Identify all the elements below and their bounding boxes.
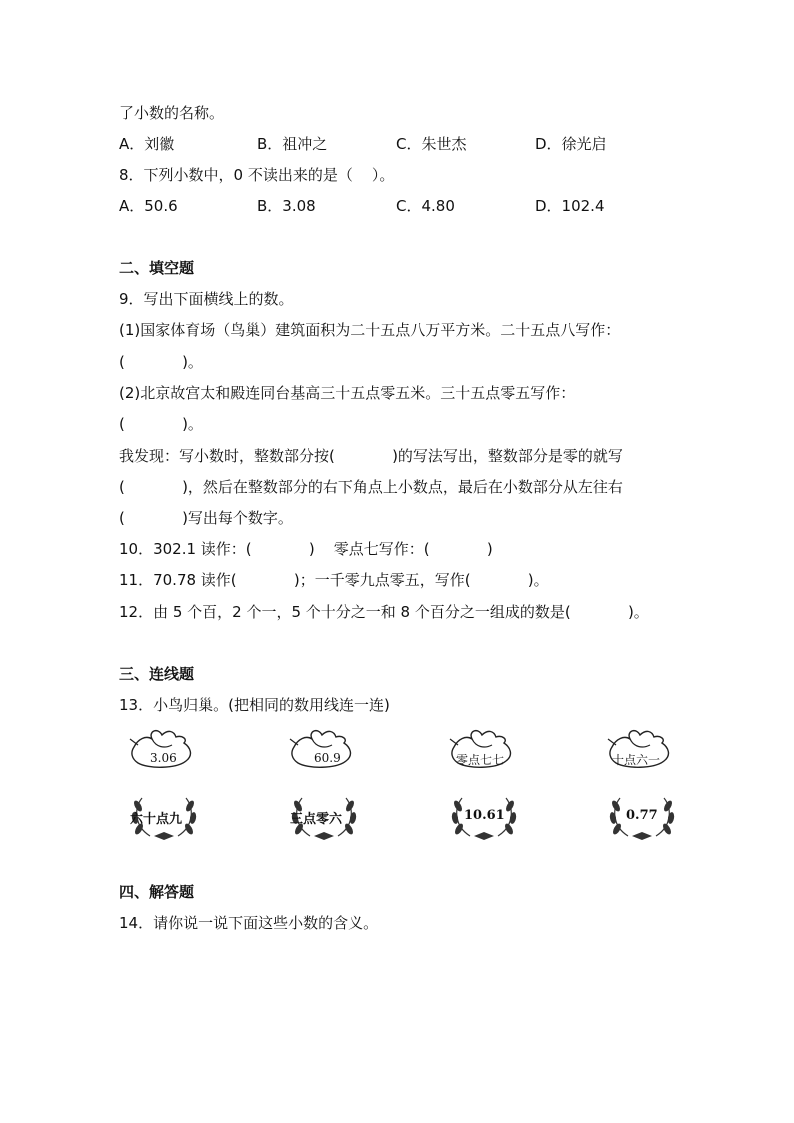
q9-part-2: (2)北京故宫太和殿连同台基高三十五点零五米。三十五点零五写作： [119, 384, 576, 402]
q8-option-a: A．50.6 [119, 197, 178, 215]
bird-card[interactable] [448, 725, 520, 775]
nest-card[interactable] [288, 792, 360, 842]
q8-stem: 8．下列小数中，0 不读出来的是（ ）。 [119, 166, 395, 184]
q7-option-c: C．朱世杰 [396, 135, 467, 153]
q14: 14．请你说一说下面这些小数的含义。 [119, 914, 379, 932]
bird-label: 3.06 [150, 751, 177, 765]
bird-icon [288, 725, 360, 775]
nest-label: 三点零六 [290, 812, 343, 827]
bird-label: 零点七七 [456, 753, 505, 767]
q13-stem: 13．小鸟归巢。(把相同的数用线连一连) [119, 696, 390, 714]
bird-card[interactable] [288, 725, 360, 775]
nest-label: 0.77 [626, 808, 658, 823]
q8-option-b: B．3.08 [257, 197, 316, 215]
q9-part-1: (1)国家体育场（鸟巢）建筑面积为二十五点八万平方米。二十五点八写作： [119, 321, 621, 339]
q9-part-1-blank: ( )。 [119, 353, 203, 371]
q8-option-c: C．4.80 [396, 197, 455, 215]
section-2-heading: 二、填空题 [119, 259, 195, 277]
nest-card[interactable] [128, 792, 200, 842]
q9-stem: 9．写出下面横线上的数。 [119, 290, 294, 308]
q9-part-2-blank: ( )。 [119, 415, 203, 433]
nest-label: 10.61 [464, 808, 505, 823]
q7-option-d: D．徐光启 [535, 135, 607, 153]
q11: 11．70.78 读作( )；一千零九点零五，写作( )。 [119, 571, 549, 589]
nest-label: 六十点九 [130, 812, 183, 827]
nest-card[interactable] [448, 792, 520, 842]
q9-finding-line-3: ( )写出每个数字。 [119, 509, 293, 527]
bird-icon [128, 725, 200, 775]
bird-card[interactable] [606, 725, 678, 775]
q9-finding-line-2: ( )，然后在整数部分的右下角点上小数点，最后在小数部分从左往右 [119, 478, 623, 496]
birds-row [128, 725, 688, 775]
nests-row [128, 792, 688, 842]
q8-option-d: D．102.4 [535, 197, 605, 215]
section-4-heading: 四、解答题 [119, 883, 195, 901]
q12: 12．由 5 个百，2 个一，5 个十分之一和 8 个百分之一组成的数是( )。 [119, 603, 649, 621]
q10: 10．302.1 读作：( ) 零点七写作：( ) [119, 540, 493, 558]
q7-option-a: A．刘徽 [119, 135, 175, 153]
section-3-heading: 三、连线题 [119, 665, 195, 683]
q7-tail-text: 了小数的名称。 [119, 104, 225, 122]
bird-card[interactable] [128, 725, 200, 775]
q9-finding-line-1: 我发现：写小数时，整数部分按( )的写法写出，整数部分是零的就写 [119, 447, 623, 465]
bird-label: 十点六一 [612, 753, 661, 767]
nest-card[interactable] [606, 792, 678, 842]
q7-option-b: B．祖冲之 [257, 135, 328, 153]
bird-label: 60.9 [314, 751, 341, 765]
